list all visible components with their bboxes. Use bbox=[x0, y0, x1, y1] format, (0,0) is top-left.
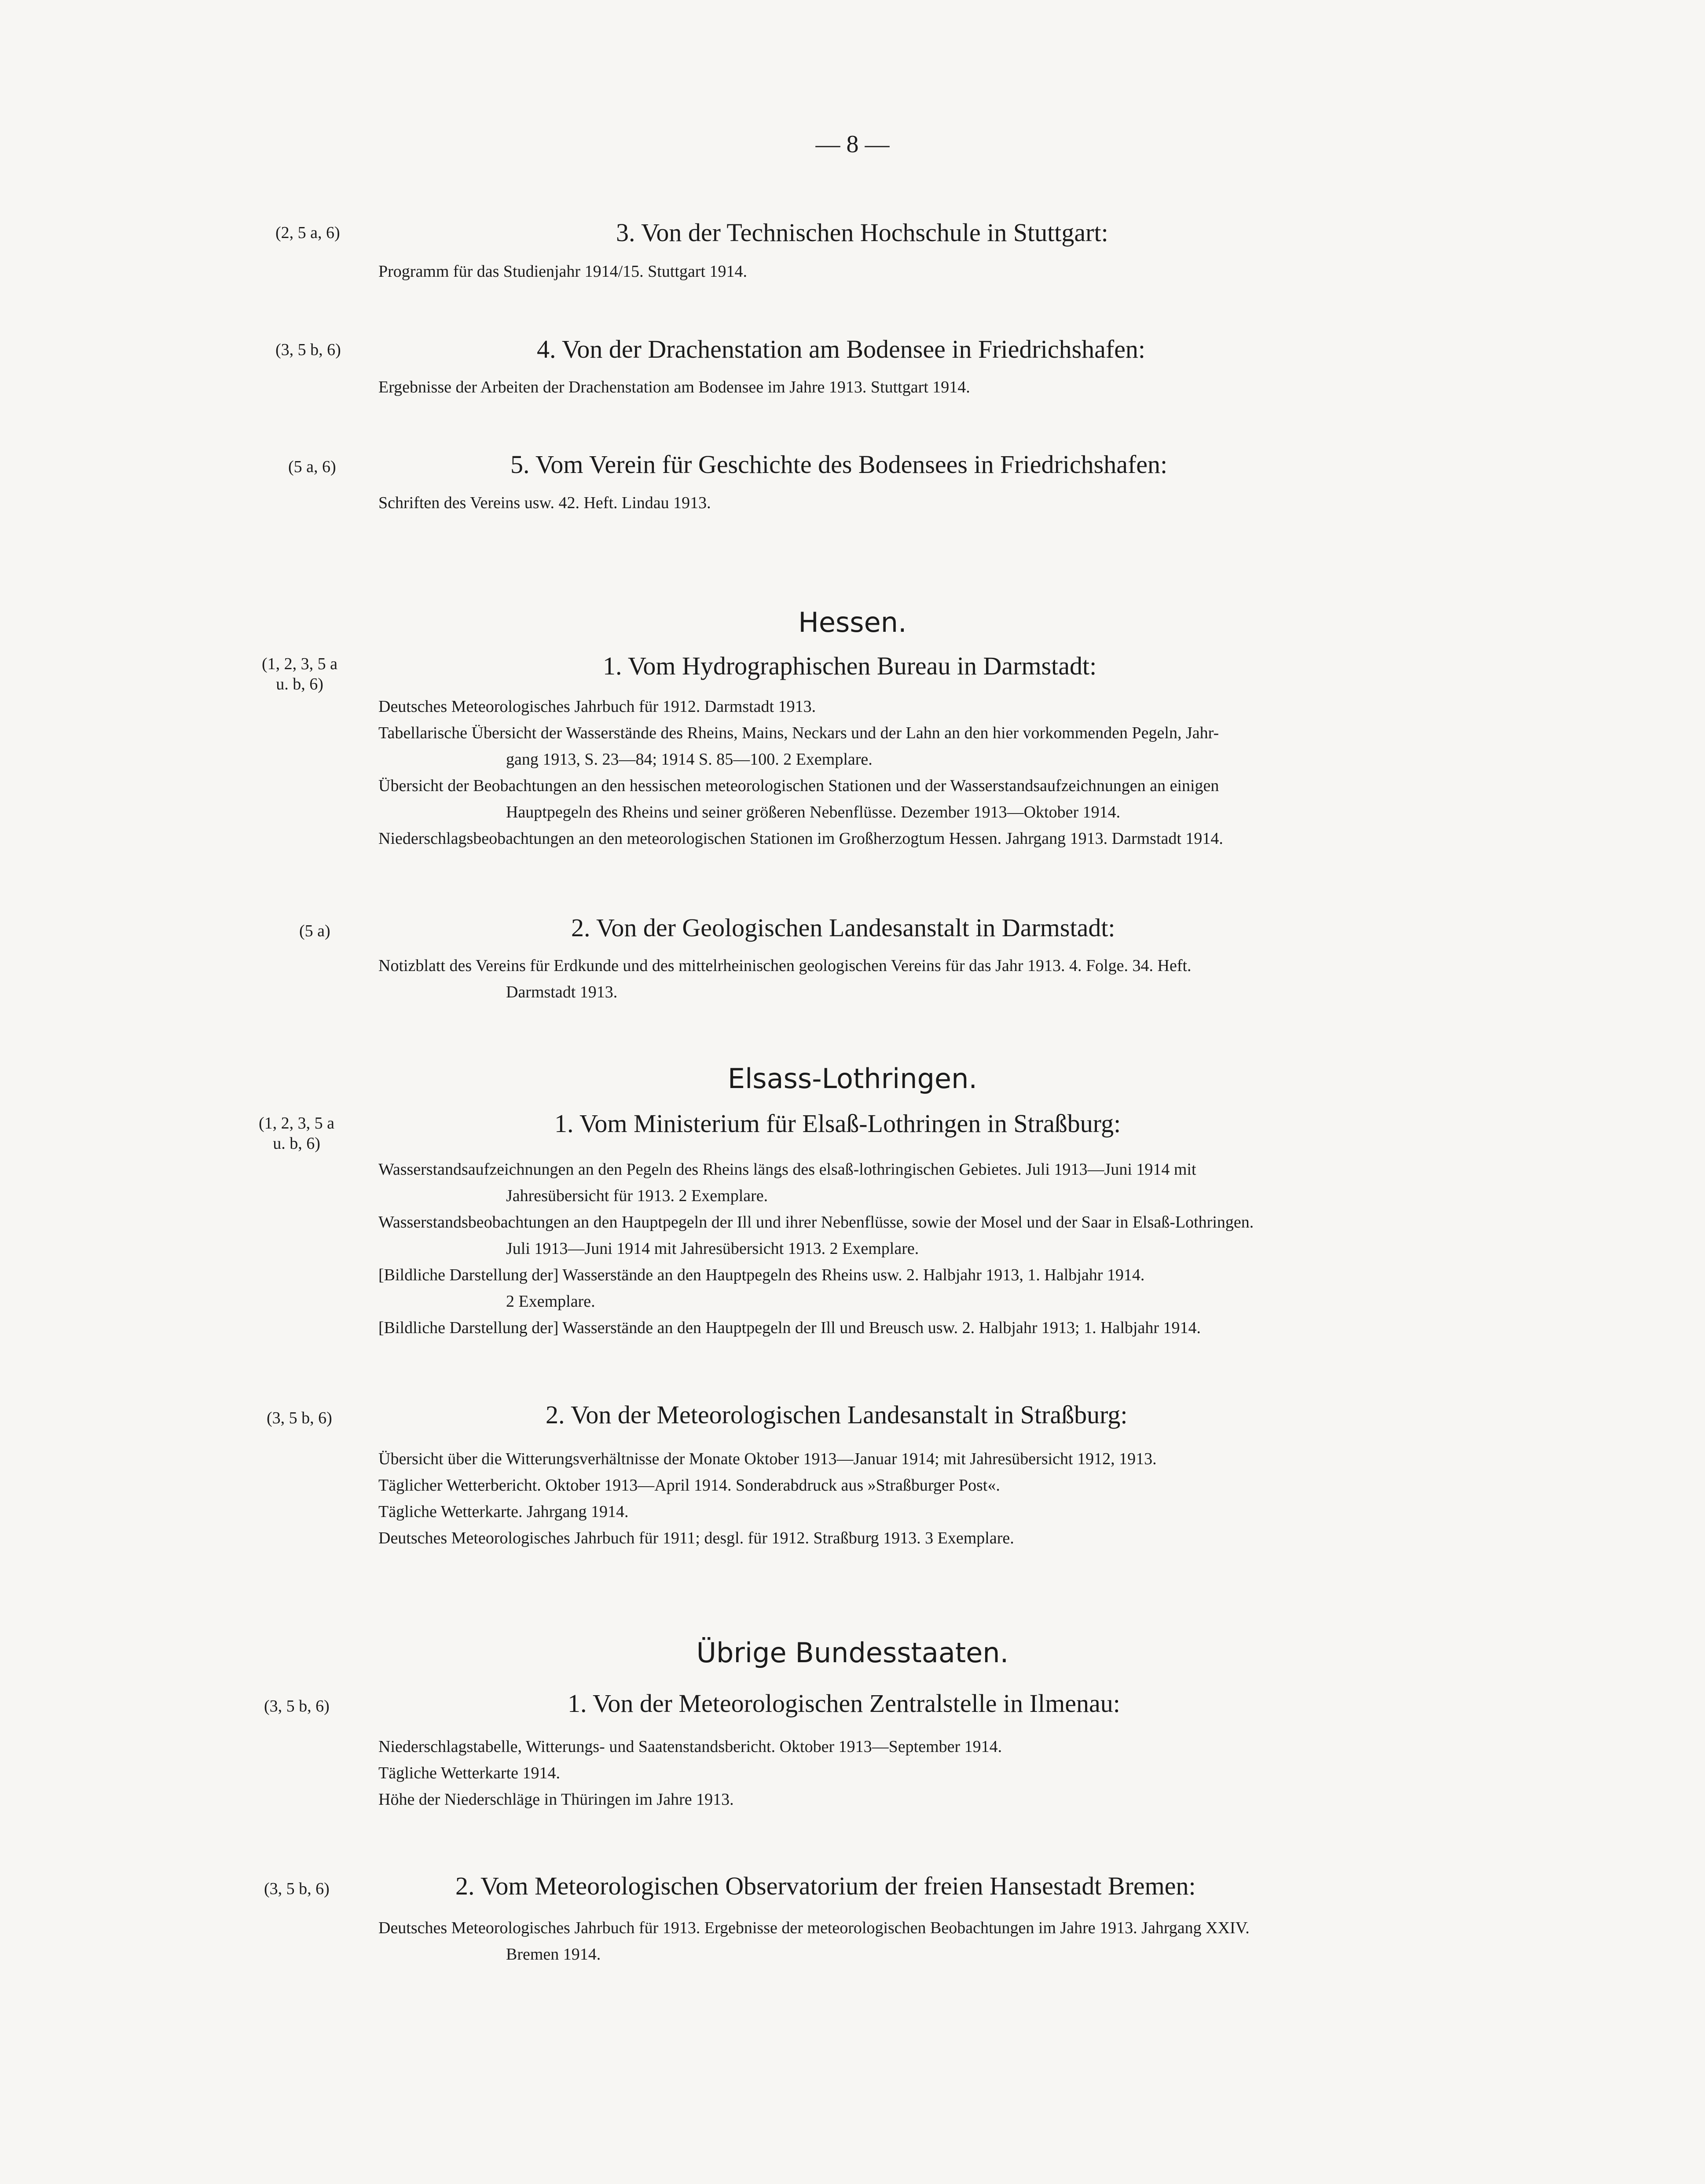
margin-note bbox=[275, 340, 341, 360]
entry-item bbox=[378, 825, 1522, 852]
entry-item bbox=[378, 1315, 1522, 1341]
section-heading: 1. Von der Meteorologischen Zentralstelle in Ilmenau: bbox=[568, 1689, 1120, 1718]
entry-list bbox=[378, 1733, 1522, 1813]
state-heading-uebrige-bundesstaaten: Übrige Bundesstaaten. bbox=[696, 1637, 1009, 1669]
entry-list bbox=[378, 258, 1522, 285]
entry-line: [Bildliche Darstellung der] Wasserstände an den Hauptpegeln der Ill und Breusch usw. 2. Halbjahr 1913; 1. Halbjahr 1914. bbox=[378, 1319, 1201, 1337]
margin-note bbox=[275, 223, 340, 243]
entry-line: Tägliche Wetterkarte 1914. bbox=[378, 1764, 561, 1782]
entry-line: Höhe der Niederschläge in Thüringen im Jahre 1913. bbox=[378, 1790, 734, 1809]
margin-note bbox=[264, 1696, 330, 1716]
section-heading: 1. Vom Ministerium für Elsaß-Lothringen in Straßburg: bbox=[554, 1109, 1121, 1138]
entry-item bbox=[378, 1156, 1522, 1209]
margin-note bbox=[262, 654, 337, 694]
entry-continuation: Juli 1913—Juni 1914 mit Jahresübersicht 1913. 2 Exemplare. bbox=[506, 1239, 919, 1258]
entry-line: Tägliche Wetterkarte. Jahrgang 1914. bbox=[378, 1502, 629, 1521]
margin-note-line: (1, 2, 3, 5 a bbox=[259, 1114, 335, 1132]
entry-item bbox=[378, 773, 1522, 825]
entry-continuation: Jahresübersicht für 1913. 2 Exemplare. bbox=[506, 1187, 768, 1205]
entry-line: [Bildliche Darstellung der] Wasserstände an den Hauptpegeln des Rheins usw. 2. Halbjahr 1913, 1. Halbjahr 1914. bbox=[378, 1266, 1145, 1284]
entry-line: Niederschlagsbeobachtungen an den meteorologischen Stationen im Großherzogtum Hessen. Jahrgang 1913. Darmstadt 1914. bbox=[378, 829, 1223, 848]
entry-line: Übersicht über die Witterungsverhältnisse der Monate Oktober 1913—Januar 1914; mit Jahresübersicht 1912, 1913. bbox=[378, 1450, 1157, 1468]
margin-note-line: u. b, 6) bbox=[273, 1134, 320, 1153]
margin-note-line: (3, 5 b, 6) bbox=[267, 1409, 332, 1427]
section-heading: 2. Von der Geologischen Landesanstalt in Darmstadt: bbox=[571, 913, 1115, 942]
entry-item bbox=[378, 1209, 1522, 1262]
state-heading-hessen: Hessen. bbox=[798, 606, 907, 638]
entry-line: Deutsches Meteorologisches Jahrbuch für 1913. Ergebnisse der meteorologischen Beobachtungen im Jahre 1913. Jahrgang XXIV. bbox=[378, 1919, 1250, 1937]
entry-continuation: 2 Exemplare. bbox=[506, 1292, 595, 1311]
entry-line: Übersicht der Beobachtungen an den hessischen meteorologischen Stationen und der Wasserstandsaufzeichnungen an einigen bbox=[378, 777, 1219, 795]
entry-line: Wasserstandsaufzeichnungen an den Pegeln des Rheins längs des elsaß-lothringischen Gebietes. Juli 1913—Juni 1914 mit bbox=[378, 1160, 1196, 1179]
entry-item bbox=[378, 1915, 1522, 1968]
entry-continuation: Bremen 1914. bbox=[506, 1945, 601, 1964]
section-heading: 2. Vom Meteorologischen Observatorium der freien Hansestadt Bremen: bbox=[455, 1872, 1196, 1900]
entry-continuation: Hauptpegeln des Rheins und seiner größeren Nebenflüsse. Dezember 1913—Oktober 1914. bbox=[506, 803, 1121, 821]
entry-item bbox=[378, 953, 1522, 1005]
margin-note-line: (1, 2, 3, 5 a bbox=[262, 655, 338, 673]
section-heading: 4. Von der Drachenstation am Bodensee in Friedrichshafen: bbox=[537, 335, 1146, 363]
entry-line: Tabellarische Übersicht der Wasserstände des Rheins, Mains, Neckars und der Lahn an den hier vorkommenden Pegeln, Jahr- bbox=[378, 724, 1219, 742]
margin-note-line: (3, 5 b, 6) bbox=[275, 341, 341, 359]
margin-note-line: (5 a, 6) bbox=[288, 458, 336, 476]
margin-note-line: (3, 5 b, 6) bbox=[264, 1880, 330, 1898]
entry-list bbox=[378, 1446, 1522, 1551]
section-heading: 3. Von der Technischen Hochschule in Stuttgart: bbox=[616, 218, 1108, 247]
entry-list bbox=[378, 953, 1522, 1005]
section-heading: 1. Vom Hydrographischen Bureau in Darmstadt: bbox=[603, 652, 1097, 680]
entry-item bbox=[378, 1262, 1522, 1315]
margin-note bbox=[299, 921, 330, 941]
entry-continuation: Darmstadt 1913. bbox=[506, 983, 618, 1001]
entry-line: Niederschlagstabelle, Witterungs- und Saatenstandsbericht. Oktober 1913—September 1914. bbox=[378, 1737, 1002, 1756]
entry-continuation: gang 1913, S. 23—84; 1914 S. 85—100. 2 Exemplare. bbox=[506, 750, 873, 769]
entry-list bbox=[378, 490, 1522, 516]
entry-line: Ergebnisse der Arbeiten der Drachenstation am Bodensee im Jahre 1913. Stuttgart 1914. bbox=[378, 378, 970, 396]
margin-note bbox=[264, 1879, 330, 1899]
page-number: — 8 — bbox=[815, 131, 890, 158]
margin-note-line: u. b, 6) bbox=[276, 675, 323, 693]
margin-note-line: (5 a) bbox=[299, 922, 330, 940]
margin-note bbox=[288, 457, 336, 477]
margin-note bbox=[267, 1408, 332, 1428]
entry-line: Täglicher Wetterbericht. Oktober 1913—April 1914. Sonderabdruck aus »Straßburger Post«. bbox=[378, 1476, 1000, 1495]
entry-list bbox=[378, 1156, 1522, 1341]
margin-note-line: (2, 5 a, 6) bbox=[275, 224, 340, 242]
entry-line: Notizblatt des Vereins für Erdkunde und des mittelrheinischen geologischen Vereins für das Jahr 1913. 4. Folge. 34. Heft. bbox=[378, 956, 1192, 975]
section-heading: 2. Von der Meteorologischen Landesanstalt in Straßburg: bbox=[546, 1400, 1128, 1429]
entry-line: Programm für das Studienjahr 1914/15. Stuttgart 1914. bbox=[378, 262, 748, 281]
entry-list bbox=[378, 374, 1522, 400]
entry-line: Schriften des Vereins usw. 42. Heft. Lindau 1913. bbox=[378, 494, 711, 512]
entry-list bbox=[378, 693, 1522, 852]
entry-item bbox=[378, 720, 1522, 773]
margin-note bbox=[259, 1113, 334, 1154]
state-heading-elsass-lothringen: Elsass-Lothringen. bbox=[727, 1063, 978, 1095]
section-heading: 5. Vom Verein für Geschichte des Bodensees in Friedrichshafen: bbox=[510, 450, 1168, 479]
entry-line: Wasserstandsbeobachtungen an den Hauptpegeln der Ill und ihrer Nebenflüsse, sowie der Mosel und der Saar in Elsaß-Lothringen. bbox=[378, 1213, 1254, 1231]
margin-note-line: (3, 5 b, 6) bbox=[264, 1697, 330, 1715]
entry-line: Deutsches Meteorologisches Jahrbuch für 1912. Darmstadt 1913. bbox=[378, 697, 816, 716]
entry-item bbox=[378, 693, 1522, 720]
entry-line: Deutsches Meteorologisches Jahrbuch für 1911; desgl. für 1912. Straßburg 1913. 3 Exemplare. bbox=[378, 1529, 1014, 1547]
entry-list bbox=[378, 1915, 1522, 1968]
